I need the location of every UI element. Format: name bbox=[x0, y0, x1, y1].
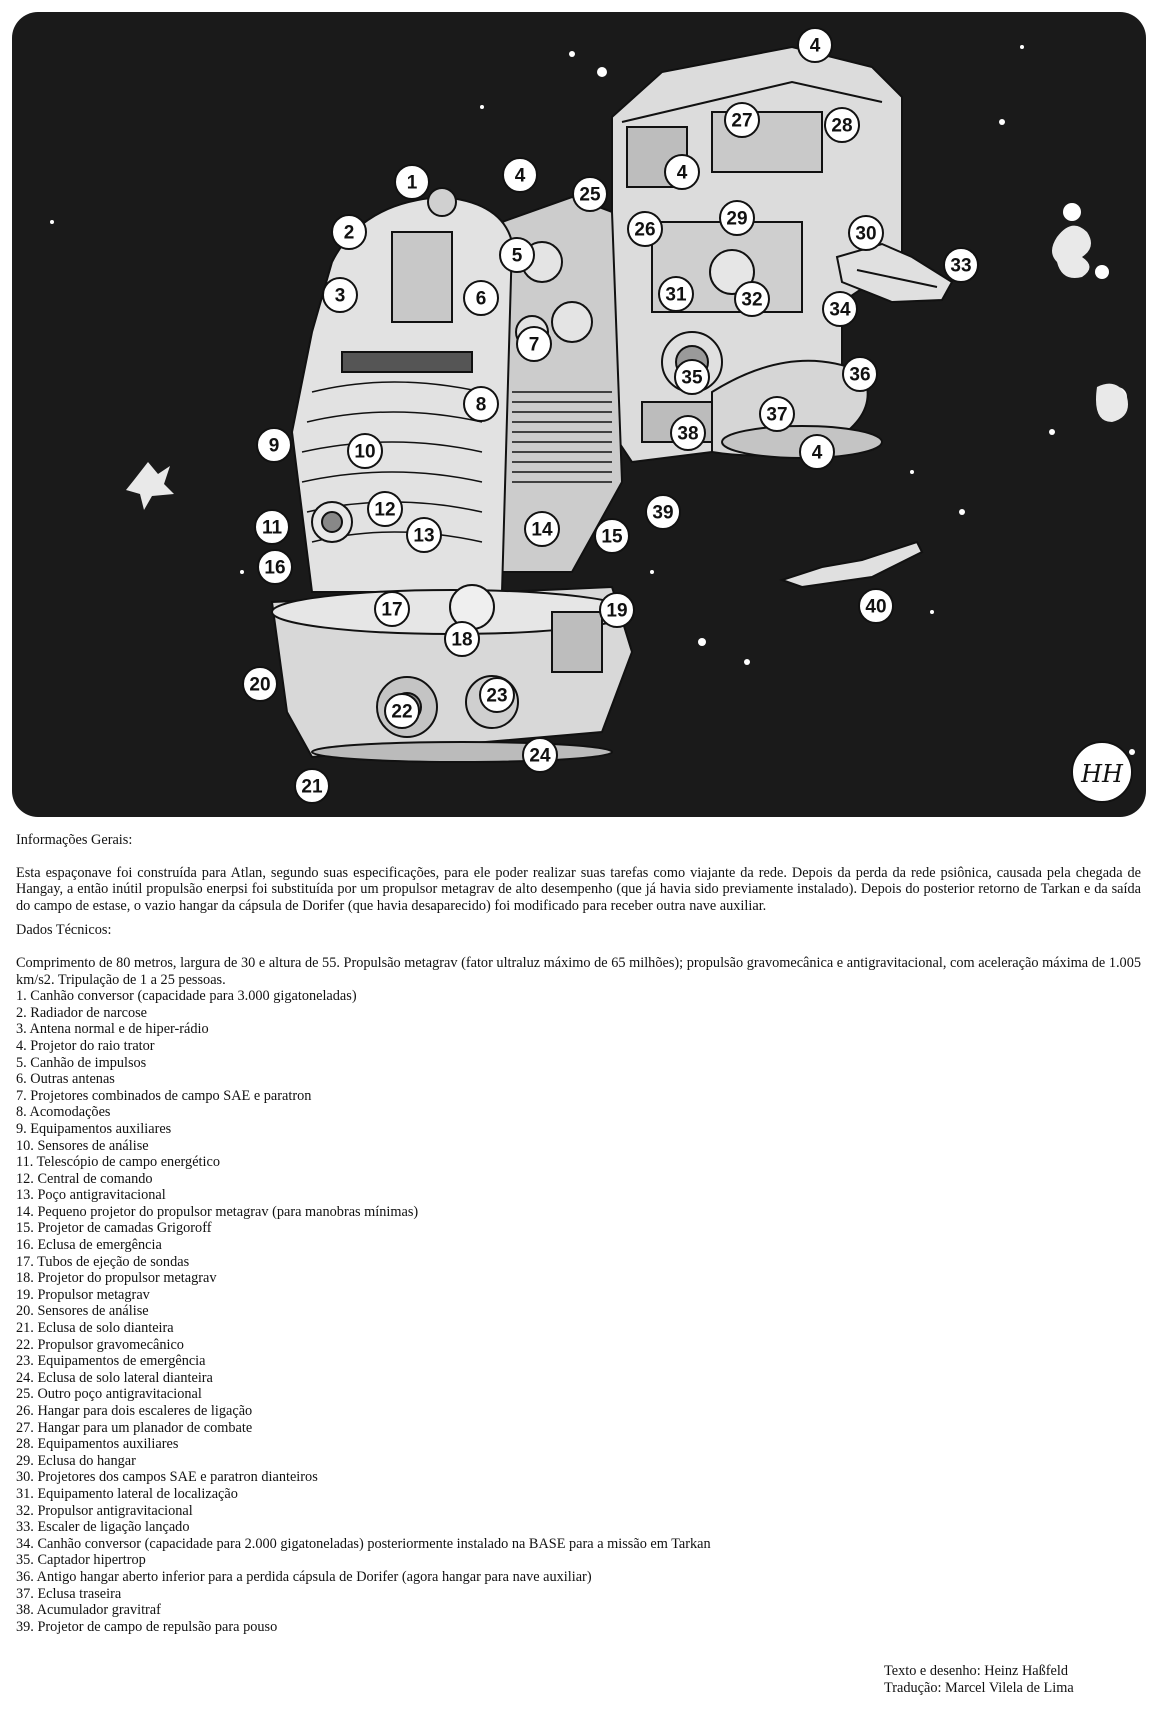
callout-marker bbox=[628, 212, 662, 246]
callout-marker bbox=[849, 216, 883, 250]
callout-marker bbox=[573, 177, 607, 211]
callout-marker bbox=[760, 397, 794, 431]
callout-number: 27 bbox=[731, 110, 753, 132]
callout-marker bbox=[720, 201, 754, 235]
signature-text: HH bbox=[1081, 760, 1123, 788]
callout-number: 39 bbox=[652, 502, 674, 524]
legend-item: 22. Propulsor gravomecânico bbox=[16, 1336, 184, 1353]
callout-number: 4 bbox=[809, 35, 821, 57]
callout-number: 7 bbox=[528, 334, 540, 356]
callout-number: 34 bbox=[829, 299, 851, 321]
legend-item: 13. Poço antigravitacional bbox=[16, 1187, 166, 1204]
legend-item: 19. Propulsor metagrav bbox=[16, 1286, 150, 1303]
callout-number: 29 bbox=[726, 208, 748, 230]
callout-number: 21 bbox=[301, 776, 323, 798]
callout-marker bbox=[525, 512, 559, 546]
legend-item: 30. Projetores dos campos SAE e paratron dianteiros bbox=[16, 1469, 318, 1486]
credit-translator: Tradução: Marcel Vilela de Lima bbox=[884, 1680, 1074, 1696]
callout-number: 9 bbox=[268, 435, 280, 457]
legend-item: 39. Projetor de campo de repulsão para pouso bbox=[16, 1618, 278, 1635]
legend-item: 37. Eclusa traseira bbox=[16, 1585, 122, 1602]
callout-marker bbox=[243, 667, 277, 701]
callout-number: 16 bbox=[264, 557, 286, 579]
callout-number: 33 bbox=[950, 255, 972, 277]
callout-marker bbox=[523, 738, 557, 772]
legend-item: 4. Projetor do raio trator bbox=[16, 1037, 155, 1054]
general-heading: Informações Gerais: bbox=[16, 832, 133, 848]
credits bbox=[884, 1663, 1074, 1697]
callout-marker bbox=[725, 103, 759, 137]
legend-item: 35. Captador hipertrop bbox=[16, 1552, 146, 1569]
callout-marker bbox=[375, 592, 409, 626]
legend-item: 15. Projetor de camadas Grigoroff bbox=[16, 1220, 212, 1237]
tech-heading: Dados Técnicos: bbox=[16, 922, 112, 939]
callout-number: 8 bbox=[475, 394, 487, 416]
callout-number: 2 bbox=[343, 222, 355, 244]
callout-number: 22 bbox=[391, 701, 413, 723]
callout-number: 35 bbox=[681, 367, 703, 389]
callout-marker bbox=[798, 28, 832, 62]
callout-number: 23 bbox=[486, 685, 508, 707]
callout-number: 19 bbox=[606, 600, 628, 622]
callout-number: 4 bbox=[514, 165, 526, 187]
legend-item: 31. Equipamento lateral de localização bbox=[16, 1485, 238, 1502]
legend-item: 8. Acomodações bbox=[16, 1104, 111, 1121]
callout-number: 32 bbox=[741, 289, 763, 311]
illustration-canvas bbox=[12, 12, 1146, 817]
legend-item: 2. Radiador de narcose bbox=[16, 1004, 148, 1021]
callout-marker bbox=[255, 510, 289, 544]
callout-number: 15 bbox=[601, 526, 623, 548]
legend-item: 21. Eclusa de solo dianteira bbox=[16, 1320, 174, 1337]
callout-marker bbox=[500, 238, 534, 272]
callout-number: 1 bbox=[406, 172, 418, 194]
callout-marker bbox=[595, 519, 629, 553]
callout-marker bbox=[385, 694, 419, 728]
spaceship-hull bbox=[272, 47, 902, 762]
spaceship-cutaway-illustration bbox=[12, 12, 1146, 817]
legend-item: 33. Escaler de ligação lançado bbox=[16, 1519, 190, 1536]
callout-number: 14 bbox=[531, 519, 553, 541]
callout-marker bbox=[843, 357, 877, 391]
callout-number: 18 bbox=[451, 629, 473, 651]
callout-number: 13 bbox=[413, 525, 435, 547]
legend-item: 24. Eclusa de solo lateral dianteira bbox=[16, 1369, 213, 1386]
callout-marker bbox=[395, 165, 429, 199]
callout-marker bbox=[257, 428, 291, 462]
callout-number: 30 bbox=[855, 223, 877, 245]
callout-number: 5 bbox=[511, 245, 523, 267]
callout-number: 26 bbox=[634, 219, 656, 241]
callout-marker bbox=[332, 215, 366, 249]
legend-item: 11. Telescópio de campo energético bbox=[16, 1154, 220, 1171]
legend-item: 26. Hangar para dois escaleres de ligação bbox=[16, 1403, 253, 1419]
callout-number: 36 bbox=[849, 364, 871, 386]
callout-number: 24 bbox=[529, 745, 551, 767]
legend-item: 10. Sensores de análise bbox=[16, 1137, 149, 1154]
callout-number: 4 bbox=[676, 162, 688, 184]
legend-item: 28. Equipamentos auxiliares bbox=[16, 1436, 179, 1453]
callout-number: 20 bbox=[249, 674, 271, 696]
legend-item: 1. Canhão conversor (capacidade para 3.000 gigatoneladas) bbox=[16, 988, 357, 1005]
callout-marker bbox=[646, 495, 680, 529]
callout-number: 28 bbox=[831, 115, 853, 137]
callout-marker bbox=[464, 281, 498, 315]
callout-marker bbox=[600, 593, 634, 627]
callout-marker bbox=[348, 434, 382, 468]
artist-signature bbox=[1072, 742, 1132, 802]
legend-item: 36. Antigo hangar aberto inferior para a perdida cápsula de Dorifer (agora hangar para nave auxiliar) bbox=[16, 1568, 592, 1585]
text-block bbox=[16, 832, 1141, 1635]
legend-item: 3. Antena normal e de hiper-rádio bbox=[16, 1021, 209, 1038]
legend-item: 16. Eclusa de emergência bbox=[16, 1237, 162, 1254]
callout-number: 25 bbox=[579, 184, 601, 206]
callout-number: 12 bbox=[374, 499, 396, 521]
callout-marker bbox=[258, 550, 292, 584]
legend-item: 6. Outras antenas bbox=[16, 1071, 115, 1088]
callout-marker bbox=[800, 435, 834, 469]
legend-item: 32. Propulsor antigravitacional bbox=[16, 1502, 193, 1519]
callout-marker bbox=[517, 327, 551, 361]
callout-number: 40 bbox=[865, 596, 887, 618]
legend-item: 29. Eclusa do hangar bbox=[16, 1452, 136, 1469]
callout-number: 3 bbox=[334, 285, 346, 307]
callout-number: 11 bbox=[261, 517, 283, 539]
callout-marker bbox=[295, 769, 329, 803]
tech-paragraph: Comprimento de 80 metros, largura de 30 e altura de 55. Propulsão metagrav (fator ultraluz máximo de 65 milhões); propulsão gravomecânica e antigravitacional, com aceleração máxima de 1.005 km/s2. Tripulação de 1 a 25 pessoas. bbox=[16, 954, 1141, 988]
legend-item: 38. Acumulador gravitraf bbox=[16, 1602, 161, 1619]
legend-list bbox=[16, 988, 1141, 1635]
callout-marker bbox=[464, 387, 498, 421]
callout-marker bbox=[445, 622, 479, 656]
legend-item: 12. Central de comando bbox=[16, 1170, 153, 1187]
callout-number: 17 bbox=[381, 599, 403, 621]
callout-marker bbox=[665, 155, 699, 189]
callout-marker bbox=[823, 292, 857, 326]
callout-marker bbox=[671, 416, 705, 450]
callout-marker bbox=[825, 108, 859, 142]
callout-marker bbox=[659, 277, 693, 311]
callout-number: 31 bbox=[665, 284, 687, 306]
legend-item: 9. Equipamentos auxiliares bbox=[16, 1120, 172, 1137]
legend-item: 17. Tubos de ejeção de sondas bbox=[16, 1253, 190, 1270]
callout-number: 6 bbox=[475, 288, 487, 310]
callout-marker bbox=[675, 360, 709, 394]
auxiliary-ship bbox=[782, 542, 922, 587]
general-paragraph: Esta espaçonave foi construída para Atlan, segundo suas especificações, para ele poder realizar suas tarefas como viajante da rede. Depois da perda da rede psiônica, causada pela chegada de Hangay, a então inútil propulsão enerpsi foi substituída por um propulsor metagrav de alto desempenho (que já havia sido previamente instalado). Depois do posterior retorno de Tarkan e da saída do campo de estase, o vazio hangar da cápsula de Dorifer (que havia desaparecido) foi modificado para receber outra nave auxiliar. bbox=[16, 864, 1141, 914]
legend-item: 25. Outro poço antigravitacional bbox=[16, 1386, 202, 1403]
callout-marker bbox=[503, 158, 537, 192]
legend-item: 7. Projetores combinados de campo SAE e paratron bbox=[16, 1087, 312, 1104]
callout-marker bbox=[368, 492, 402, 526]
callout-number: 4 bbox=[811, 442, 823, 464]
callout-marker bbox=[323, 278, 357, 312]
legend-item: 20. Sensores de análise bbox=[16, 1303, 149, 1320]
legend-item: 5. Canhão de impulsos bbox=[16, 1054, 147, 1071]
callout-marker bbox=[944, 248, 978, 282]
callout-marker bbox=[859, 589, 893, 623]
callout-number: 10 bbox=[354, 441, 376, 463]
callout-number: 38 bbox=[677, 423, 699, 445]
legend-item: 34. Canhão conversor (capacidade para 2.000 gigatoneladas) posteriormente instalado na BASE para a missão em Tarkan bbox=[16, 1535, 711, 1552]
credit-author: Texto e desenho: Heinz Haßfeld bbox=[884, 1663, 1068, 1679]
callout-number: 37 bbox=[766, 404, 788, 426]
legend-item: 27. Hangar para um planador de combate bbox=[16, 1419, 253, 1436]
callout-marker bbox=[735, 282, 769, 316]
legend-item: 23. Equipamentos de emergência bbox=[16, 1353, 206, 1370]
legend-item: 18. Projetor do propulsor metagrav bbox=[16, 1270, 217, 1287]
callout-marker bbox=[480, 678, 514, 712]
callout-marker bbox=[407, 518, 441, 552]
legend-item: 14. Pequeno projetor do propulsor metagrav (para manobras mínimas) bbox=[16, 1203, 419, 1220]
